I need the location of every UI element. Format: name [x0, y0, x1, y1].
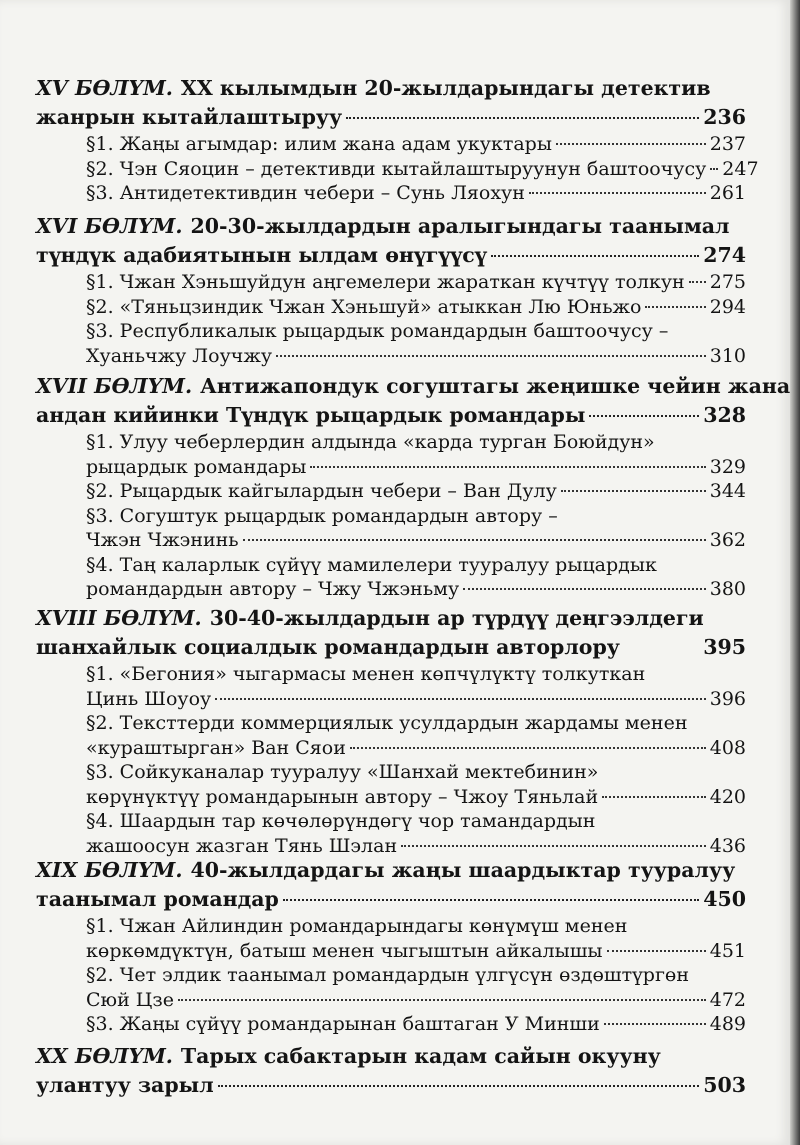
section-entry-line1 [86, 760, 746, 785]
section-entry [86, 157, 759, 182]
dot-leader [491, 255, 700, 257]
chapter-title: Антижапондук согуштагы жеңишке чейин жана [200, 374, 791, 398]
dot-leader [276, 355, 706, 357]
section-title: §1. Чжан Айлиндин романдарындагы көнүмүш менен [86, 915, 628, 937]
dot-leader [463, 588, 706, 590]
section-entry-line1 [86, 963, 746, 988]
chapter-15 [36, 74, 759, 206]
section-title-cont: көркөмдүктүн, батыш менен чыгыштын айкалышы [86, 939, 603, 962]
section-title: §4. Таң каларлык сүйүү мамилелери тууралуу рыцардык [86, 553, 657, 576]
chapter-title-cont: шанхайлык социалдык романдардын авторлору [36, 635, 620, 659]
section-entry-line1 [86, 662, 746, 687]
section-title-cont: жашоосун жазган Тянь Шэлан [86, 834, 398, 857]
section-title: §3. Жаңы сүйүү романдарынан баштаган У Минши [86, 1013, 600, 1035]
section-page-number: 472 [709, 988, 746, 1011]
chapter-title-cont: улантуу зарыл [36, 1073, 214, 1097]
dot-leader [243, 539, 706, 541]
section-page-number: 420 [709, 785, 746, 808]
chapter-page-number: 450 [703, 887, 746, 911]
chapter-page-number: 274 [703, 243, 746, 267]
section-entry [86, 295, 746, 320]
dot-leader [178, 999, 706, 1001]
section-title: §2. Чэн Сяоцин – детективди кытайлаштыруунун баштоочусу [86, 157, 707, 180]
section-page-number: 344 [709, 480, 746, 502]
dot-leader [283, 899, 699, 901]
chapter-title-cont: жанрын кытайлаштыруу [36, 105, 343, 129]
chapter-heading-line2 [36, 633, 746, 662]
chapter-label: XVI БӨЛҮМ. [36, 214, 183, 238]
section-page-number: 436 [709, 834, 746, 857]
chapter-title-cont: таанымал романдар [36, 887, 279, 911]
section-title-cont: Хуаньчжу Лоучжу [86, 344, 272, 367]
dot-leader [529, 192, 706, 194]
section-page-number: 261 [709, 182, 746, 204]
chapter-16 [36, 212, 746, 368]
chapter-label: XV БӨЛҮМ. [36, 76, 173, 100]
chapter-17 [36, 372, 791, 602]
section-title: §4. Шаардын тар көчөлөрүндөгү чор тамандардын [86, 810, 596, 832]
chapter-heading [36, 74, 746, 103]
dot-leader [604, 1023, 706, 1025]
chapter-heading [36, 604, 746, 633]
section-page-number: 451 [709, 939, 746, 962]
chapter-page-number: 395 [703, 635, 746, 659]
section-title: §1. Улуу чеберлердин алдында «карда турган Боюйдун» [86, 431, 655, 453]
section-entry-line1 [86, 504, 746, 529]
chapter-heading-line2 [36, 401, 746, 430]
section-title-cont: көрүнүктүү романдарынын автору – Чжоу Тяньлай [86, 785, 599, 808]
dot-leader [645, 306, 705, 308]
section-entry-line2 [86, 785, 746, 810]
chapter-18 [36, 604, 746, 858]
section-entry [86, 479, 746, 504]
section-page-number: 396 [709, 687, 746, 710]
chapter-heading [36, 212, 746, 241]
chapter-title-cont: түндүк адабиятынын ылдам өнүгүүсү [36, 243, 487, 267]
section-entry-line2 [86, 988, 746, 1013]
section-title: §2. Чет элдик таанымал романдардын үлгүсүн өздөштүргөн [86, 964, 690, 986]
chapter-label: XVII БӨЛҮМ. [36, 374, 193, 398]
dot-leader [401, 845, 706, 847]
chapter-20 [36, 1042, 746, 1100]
section-page-number: 275 [709, 271, 746, 293]
section-page-number: 237 [709, 133, 746, 155]
chapter-heading [36, 372, 791, 401]
section-title: §2. Тексттерди коммерциялык усулдардын жардамы менен [86, 712, 688, 734]
section-title-cont: рыцардык романдары [86, 455, 307, 478]
section-title-cont: Чжэн Чжэнинь [86, 529, 239, 551]
dot-leader [218, 1085, 700, 1087]
section-page-number: 362 [709, 529, 746, 551]
dot-leader [350, 747, 706, 749]
section-entry [86, 132, 746, 157]
section-entry-line2 [86, 736, 746, 761]
chapter-title: Тарых сабактарын кадам сайын окууну [180, 1044, 661, 1068]
chapter-heading-line2 [36, 885, 746, 914]
chapter-heading-line2 [36, 103, 746, 132]
section-entry [86, 181, 746, 206]
dot-leader [556, 143, 706, 145]
section-title: §1. Жаңы агымдар: илим жана адам укуктары [86, 133, 552, 155]
chapter-title: 40-жылдардагы жаңы шаардыктар тууралуу [190, 858, 736, 882]
section-title: §3. Согуштук рыцардык романдардын автору – [86, 504, 558, 527]
chapter-page-number: 236 [703, 105, 746, 129]
section-title-cont: «кураштырган» Ван Сяои [86, 736, 346, 759]
section-entry-line2 [86, 577, 746, 602]
dot-leader [624, 647, 699, 649]
section-title-cont: Сюй Цзе [86, 988, 174, 1011]
section-entry [86, 270, 746, 295]
section-title: §3. Сойкуканалар тууралуу «Шанхай мектебинин» [86, 761, 599, 783]
section-entry [86, 1012, 746, 1037]
chapter-page-number: 328 [703, 403, 746, 427]
dot-leader [346, 117, 699, 119]
section-page-number: 294 [709, 295, 746, 318]
section-title: §3. Республикалык рыцардык романдардын баштоочусу – [86, 320, 669, 342]
chapter-title: 30-40-жылдардын ар түрдүү деңгээлдеги [209, 606, 704, 630]
chapter-title: ХХ кылымдын 20-жылдарындагы детектив [180, 76, 711, 100]
dot-leader [710, 168, 718, 170]
chapter-heading-line2 [36, 241, 746, 270]
section-page-number: 310 [709, 344, 746, 367]
book-spine-edge [790, 0, 800, 1145]
section-entry-line1 [86, 809, 746, 834]
chapter-label: XIX БӨЛҮМ. [36, 858, 183, 882]
chapter-heading [36, 1042, 746, 1071]
section-entry-line2 [86, 455, 746, 480]
section-title: §2. Рыцардык кайгылардын чебери – Ван Дулу [86, 480, 557, 502]
section-entry-line1 [86, 553, 746, 578]
section-entry-line1 [86, 319, 746, 344]
chapter-title: 20-30-жылдардын аралыгындагы таанымал [190, 214, 730, 238]
dot-leader [589, 415, 699, 417]
section-entry-line2 [86, 528, 746, 553]
dot-leader [689, 281, 706, 283]
chapter-page-number: 503 [703, 1073, 746, 1097]
section-title: §1. «Бегония» чыгармасы менен көпчүлүктү толкуткан [86, 663, 646, 685]
chapter-19 [36, 856, 746, 1037]
section-entry-line2 [86, 939, 746, 964]
section-entry-line1 [86, 914, 746, 939]
chapter-heading-line2 [36, 1071, 746, 1100]
section-entry-line2 [86, 834, 746, 859]
section-title: §1. Чжан Хэньшуйдун аңгемелери жараткан күчтүү толкун [86, 271, 685, 293]
dot-leader [561, 490, 706, 492]
section-title: §2. «Тяньцзиндик Чжан Хэньшуй» атыккан Лю Юньжо [86, 295, 642, 318]
section-entry-line1 [86, 711, 746, 736]
chapter-label: XVIII БӨЛҮМ. [36, 606, 202, 630]
section-title-cont: романдардын автору – Чжу Чжэньму [86, 578, 460, 600]
chapter-heading [36, 856, 746, 885]
chapter-label: XX БӨЛҮМ. [36, 1044, 173, 1068]
section-page-number: 408 [709, 736, 746, 759]
section-page-number: 247 [722, 157, 759, 180]
section-page-number: 489 [709, 1013, 746, 1035]
section-entry-line2 [86, 344, 746, 369]
section-page-number: 380 [709, 578, 746, 600]
section-entry-line1 [86, 430, 746, 455]
section-page-number: 329 [709, 455, 746, 478]
dot-leader [310, 466, 705, 468]
section-title: §3. Антидетективдин чебери – Сунь Ляохун [86, 182, 525, 204]
chapter-title-cont: андан кийинки Түндүк рыцардык романдары [36, 403, 586, 427]
section-title-cont: Цинь Шоуоу [86, 687, 212, 710]
dot-leader [607, 950, 706, 952]
dot-leader [602, 796, 706, 798]
dot-leader [215, 698, 706, 700]
section-entry-line2 [86, 687, 746, 712]
